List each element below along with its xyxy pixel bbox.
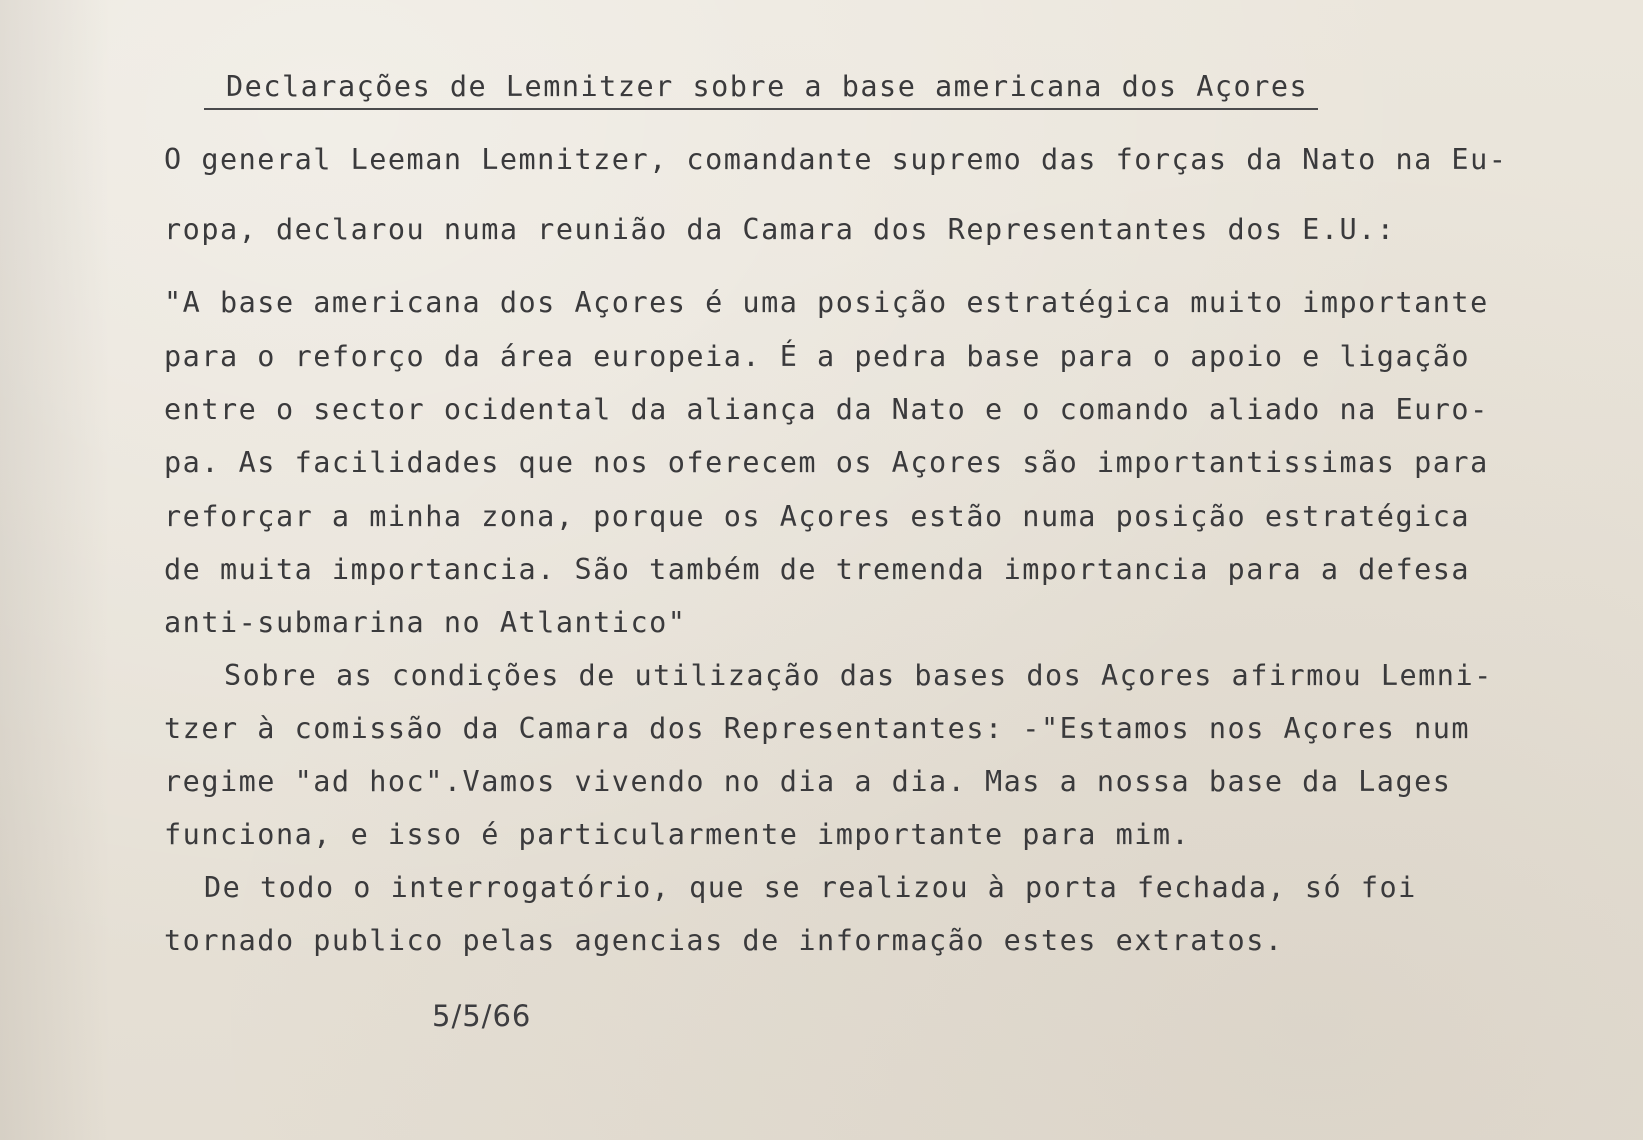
text-line: Sobre as condições de utilização das bases dos Açores afirmou Lemni- xyxy=(224,659,1493,692)
text-line: De todo o interrogatório, que se realizou à porta fechada, só foi xyxy=(204,871,1417,904)
quote-line: anti-submarina no Atlantico" xyxy=(164,606,687,639)
quote-line: "A base americana dos Açores é uma posição estratégica muito importante xyxy=(164,286,1489,319)
text-line: tzer à comissão da Camara dos Representantes: -"Estamos nos Açores num xyxy=(164,712,1471,745)
quote-line: reforçar a minha zona, porque os Açores estão numa posição estratégica xyxy=(164,500,1471,533)
quote-line: de muita importancia. São também de tremenda importancia para a defesa xyxy=(164,553,1471,586)
text-line: O general Leeman Lemnitzer, comandante supremo das forças da Nato na Eu- xyxy=(164,143,1508,176)
quote-line: pa. As facilidades que nos oferecem os Açores são importantissimas para xyxy=(164,446,1489,479)
document-title: Declarações de Lemnitzer sobre a base americana dos Açores xyxy=(204,70,1318,110)
text-line: funciona, e isso é particularmente importante para mim. xyxy=(164,818,1191,851)
quote-line: entre o sector ocidental da aliança da Nato e o comando aliado na Euro- xyxy=(164,393,1489,426)
document-date: 5/5/66 xyxy=(432,999,532,1033)
quote-line: para o reforço da área europeia. É a pedra base para o apoio e ligação xyxy=(164,340,1471,373)
text-line: ropa, declarou numa reunião da Camara dos Representantes dos E.U.: xyxy=(164,213,1396,246)
text-line: tornado publico pelas agencias de informação estes extratos. xyxy=(164,924,1284,957)
text-line: regime "ad hoc".Vamos vivendo no dia a dia. Mas a nossa base da Lages xyxy=(164,765,1452,798)
page-edge-shadow xyxy=(0,0,110,1140)
